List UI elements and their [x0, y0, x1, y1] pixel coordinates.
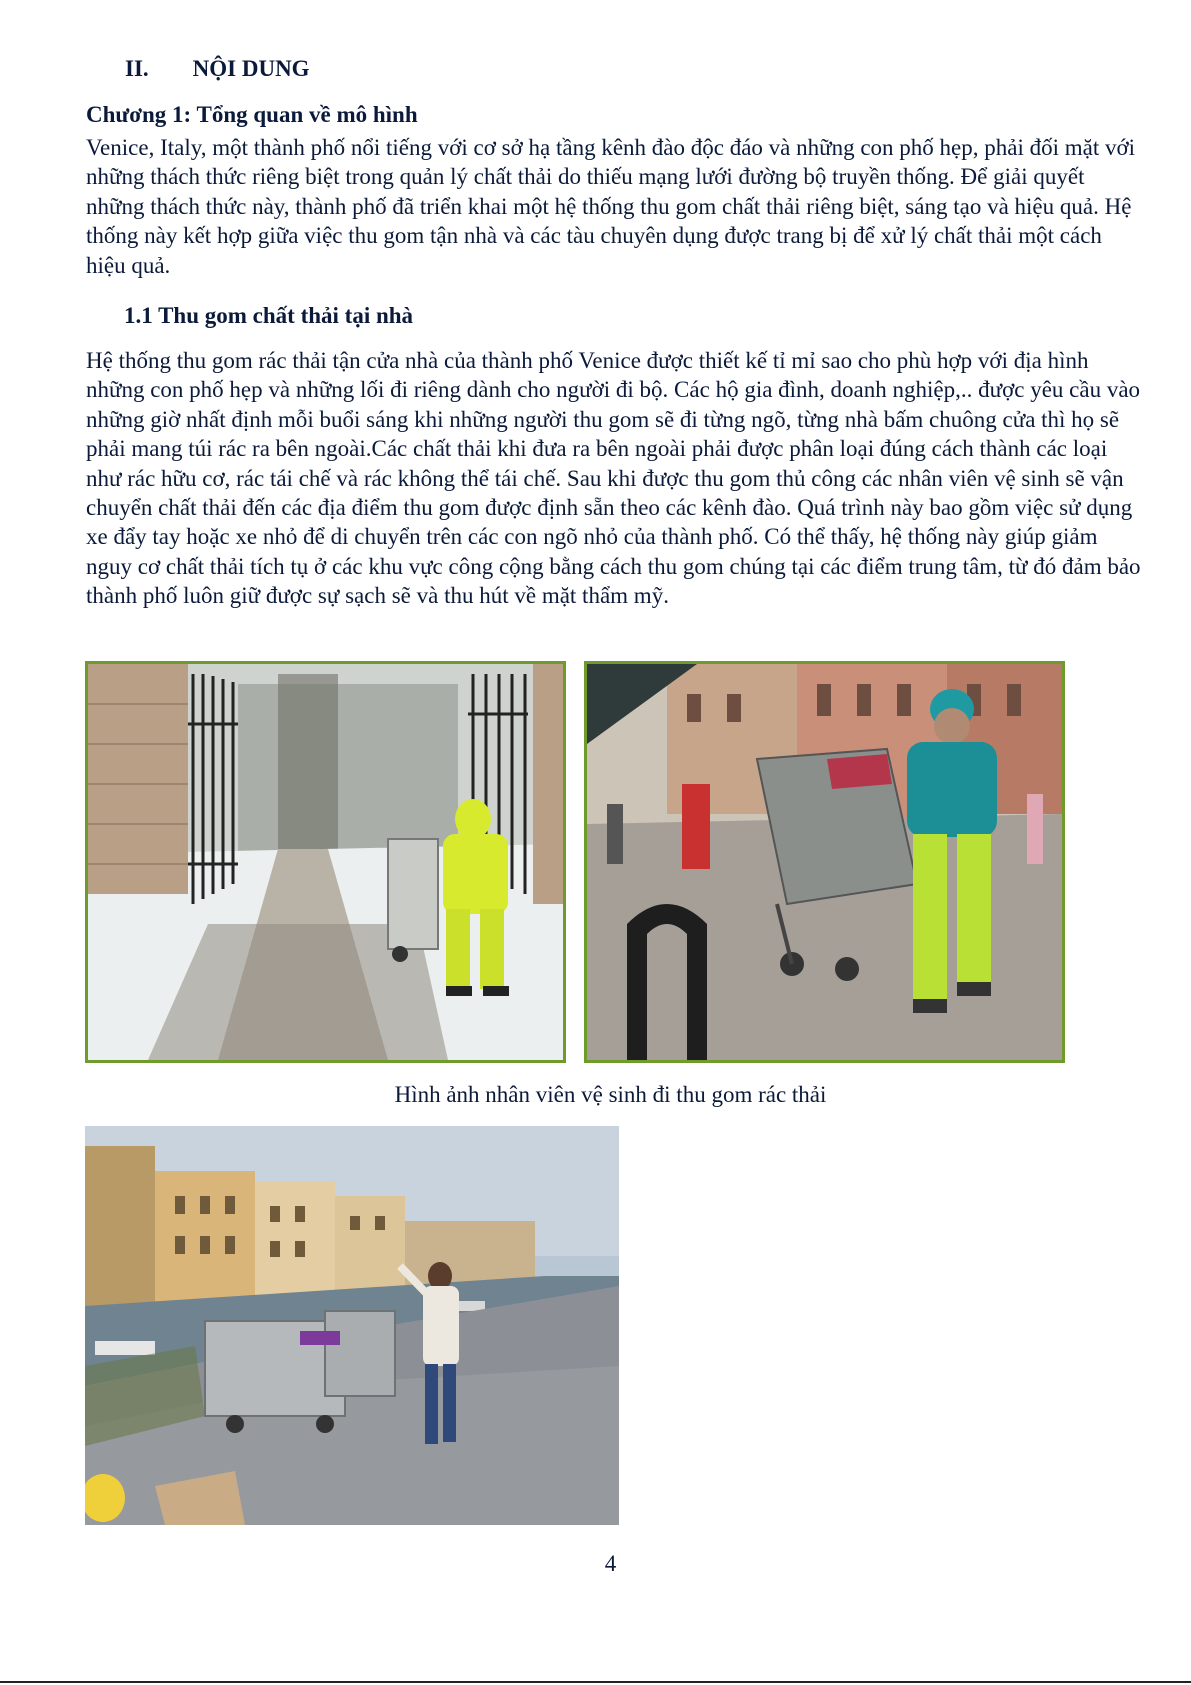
page-number: 4	[604, 1551, 617, 1576]
body-paragraph: Hệ thống thu gom rác thải tận cửa nhà của thành phố Venice được thiết kế tỉ mỉ sao cho phù hợp với địa hình những con phố hẹp và những lối đi riêng dành cho người đi bộ. Các hộ gia đình, doanh nghiệp,.. được yêu cầu vào những giờ nhất định mỗi buổi sáng khi những người thu gom sẽ đi từng ngõ, từng nhà bấm chuông cửa thì họ sẽ phải mang túi rác ra bên ngoài.Các chất thải khi đưa ra bên ngoài phải được phân loại đúng cách thành các loại như rác hữu cơ, rác tái chế và rác không thể tái chế. Sau khi được thu gom thủ công các nhân viên vệ sinh sẽ vận chuyển chất thải đến các địa điểm thu gom được định sẵn theo các kênh đào. Quá trình này bao gồm việc sử dụng xe đẩy tay hoặc xe nhỏ để di chuyển trên các con ngõ nhỏ của thành phố. Có thể thấy, hệ thống này giúp giảm nguy cơ chất thải tích tụ ở các khu vực công cộng bằng cách thu gom chúng tại các điểm trung tâm, từ đó đảm bảo thành phố luôn giữ được sự sạch sẽ và thu hút về mặt thẩm mỹ.	[86, 348, 1141, 609]
section-number: II.	[125, 56, 149, 81]
bottom-rule	[0, 1681, 1191, 1683]
photo-canal-bins	[85, 1126, 619, 1525]
section-heading	[125, 56, 310, 82]
chapter-title: Chương 1: Tổng quan về mô hình	[86, 102, 418, 127]
section-title: NỘI DUNG	[192, 56, 310, 81]
photo-worker-street	[584, 661, 1065, 1063]
figure-caption: Hình ảnh nhân viên vệ sinh đi thu gom rác thải	[394, 1082, 827, 1107]
intro-paragraph: Venice, Italy, một thành phố nổi tiếng với cơ sở hạ tầng kênh đào độc đáo và những con phố hẹp, phải đối mặt với những thách thức riêng biệt trong quản lý chất thải do thiếu mạng lưới đường bộ truyền thống. Để giải quyết những thách thức này, thành phố đã triển khai một hệ thống thu gom chất thải riêng biệt, sáng tạo và hiệu quả. Hệ thống này kết hợp giữa việc thu gom tận nhà và các tàu chuyên dụng được trang bị để xử lý chất thải một cách hiệu quả.	[86, 135, 1136, 278]
subsection-title: 1.1 Thu gom chất thải tại nhà	[124, 303, 414, 328]
photo-worker-snow	[85, 661, 566, 1063]
